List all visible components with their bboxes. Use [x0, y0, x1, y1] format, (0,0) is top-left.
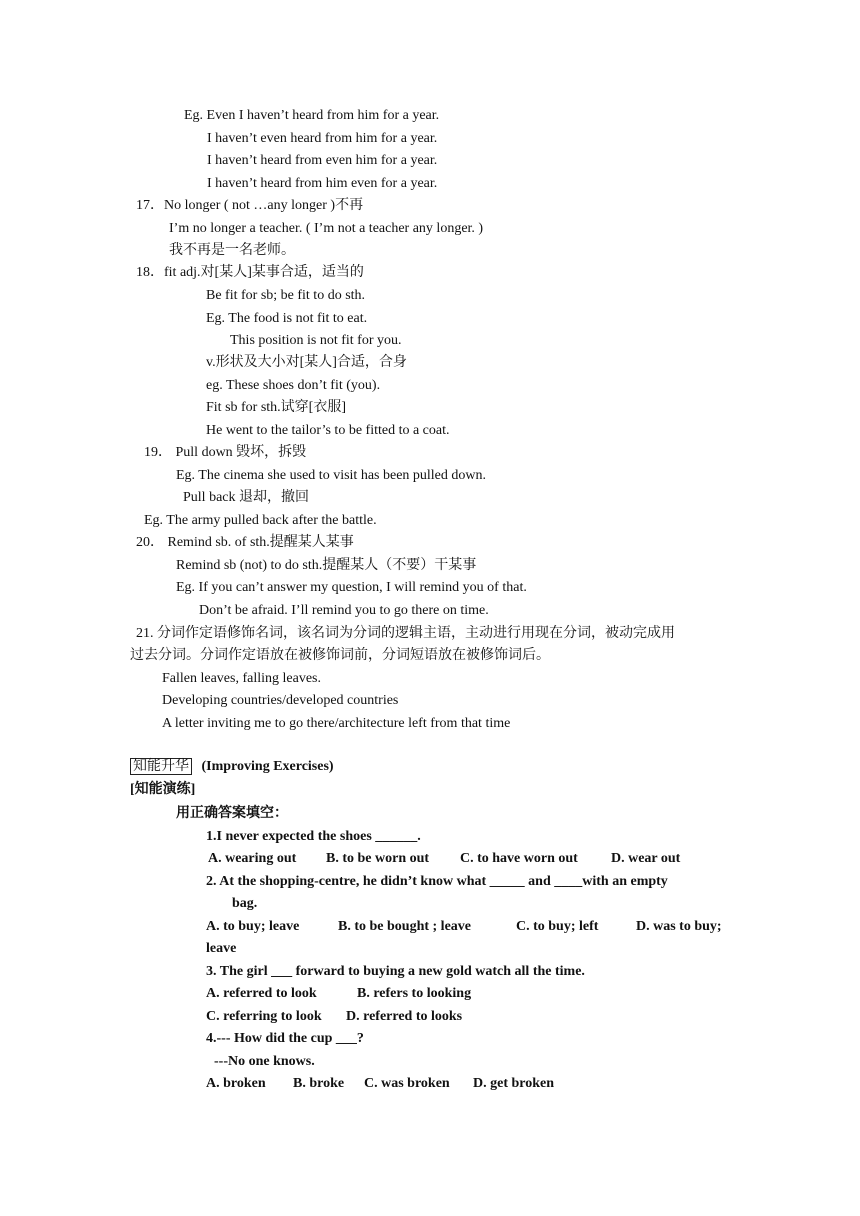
option-a: A. broken [206, 1076, 266, 1091]
option-a: A. to buy; leave [206, 919, 300, 934]
option-d: D. wear out [611, 851, 681, 866]
usage-line: Fit sb for sth.试穿[衣服] [206, 400, 346, 415]
question-3-options-row-2 [0, 1010, 860, 1026]
option-c: C. to buy; left [516, 919, 599, 934]
option-d: D. was to buy; [636, 919, 722, 934]
option-b: B. to be worn out [326, 851, 430, 866]
usage-line: Remind sb (not) to do sth.提醒某人（不要）干某事 [176, 558, 477, 573]
question-2-options [0, 920, 860, 936]
drill-label: [知能演练] [130, 782, 196, 797]
note-heading-18: 18．fit adj.对[某人]某事合适，适当的 [136, 265, 364, 280]
question-4-options [0, 1077, 860, 1093]
question-3-options-row-1 [0, 987, 860, 1003]
question-1-options [0, 852, 860, 868]
option-c: C. referring to look [206, 1009, 322, 1024]
example-line: Fallen leaves, falling leaves. [162, 671, 321, 686]
question-2-option-wrap: leave [206, 941, 237, 956]
question-4-stem: 4.--- How did the cup ___? [206, 1031, 364, 1046]
question-2-stem-wrap: bag. [232, 896, 258, 911]
option-c: C. to have worn out [460, 851, 578, 866]
note-heading-20: 20． Remind sb. of sth.提醒某人某事 [136, 535, 354, 550]
option-a: A. referred to look [206, 986, 317, 1001]
note-heading-21: 21. 分词作定语修饰名词，该名词为分词的逻辑主语，主动进行用现在分词，被动完成用 [136, 626, 675, 641]
example-line: Eg. If you can’t answer my question, I will remind you of that. [176, 580, 527, 595]
question-2-stem: 2. At the shopping-centre, he didn’t know what _____ and ____with an empty [206, 874, 668, 889]
example-line: I’m no longer a teacher. ( I’m not a teacher any longer. ) [169, 221, 484, 236]
instruction: 用正确答案填空： [176, 806, 288, 821]
note-heading-19: 19． Pull down 毁坏，拆毁 [144, 445, 307, 460]
example-line: This position is not fit for you. [230, 333, 402, 348]
example-line: Eg. The cinema she used to visit has been pulled down. [176, 468, 487, 483]
example-line: Developing countries/developed countries [162, 693, 399, 708]
option-b: B. broke [293, 1076, 345, 1091]
example-line: He went to the tailor’s to be fitted to a coat. [206, 423, 450, 438]
option-a: A. wearing out [208, 851, 297, 866]
example-line: Don’t be afraid. I’ll remind you to go there on time. [199, 603, 489, 618]
option-c: C. was broken [364, 1076, 450, 1091]
usage-line: Pull back 退却，撤回 [183, 490, 309, 505]
translation-line: 我不再是一名老师。 [169, 243, 295, 258]
option-d: D. referred to looks [346, 1009, 463, 1024]
example-line: Eg. The army pulled back after the battle. [144, 513, 377, 528]
option-d: D. get broken [473, 1076, 555, 1091]
example-line: A letter inviting me to go there/architecture left from that time [162, 716, 511, 731]
section-boxed-title: 知能升华 [130, 758, 192, 775]
usage-line: Be fit for sb; be fit to do sth. [206, 288, 366, 303]
note-text: 过去分词。分词作定语放在被修饰词前，分词短语放在被修饰词后。 [130, 648, 550, 663]
example-line: I haven’t heard from even him for a year. [207, 153, 438, 168]
option-b: B. refers to looking [357, 986, 472, 1001]
example-line: I haven’t even heard from him for a year. [207, 131, 438, 146]
example-line: Eg. The food is not fit to eat. [206, 311, 368, 326]
question-1-stem: 1.I never expected the shoes ______. [206, 829, 421, 844]
section-heading [130, 760, 334, 774]
example-line: I haven’t heard from him even for a year. [207, 176, 438, 191]
question-3-stem: 3. The girl ___ forward to buying a new gold watch all the time. [206, 964, 585, 979]
example-line: eg. These shoes don’t fit (you). [206, 378, 381, 393]
option-b: B. to be bought ; leave [338, 919, 471, 934]
note-heading-17: 17．No longer ( not …any longer )不再 [136, 198, 364, 213]
section-subtitle: (Improving Exercises) [201, 759, 334, 774]
example-line: Eg. Even I haven’t heard from him for a year. [184, 108, 440, 123]
definition-line: v.形状及大小对[某人]合适，合身 [206, 355, 407, 370]
question-4-answer-line: ---No one knows. [214, 1054, 315, 1069]
